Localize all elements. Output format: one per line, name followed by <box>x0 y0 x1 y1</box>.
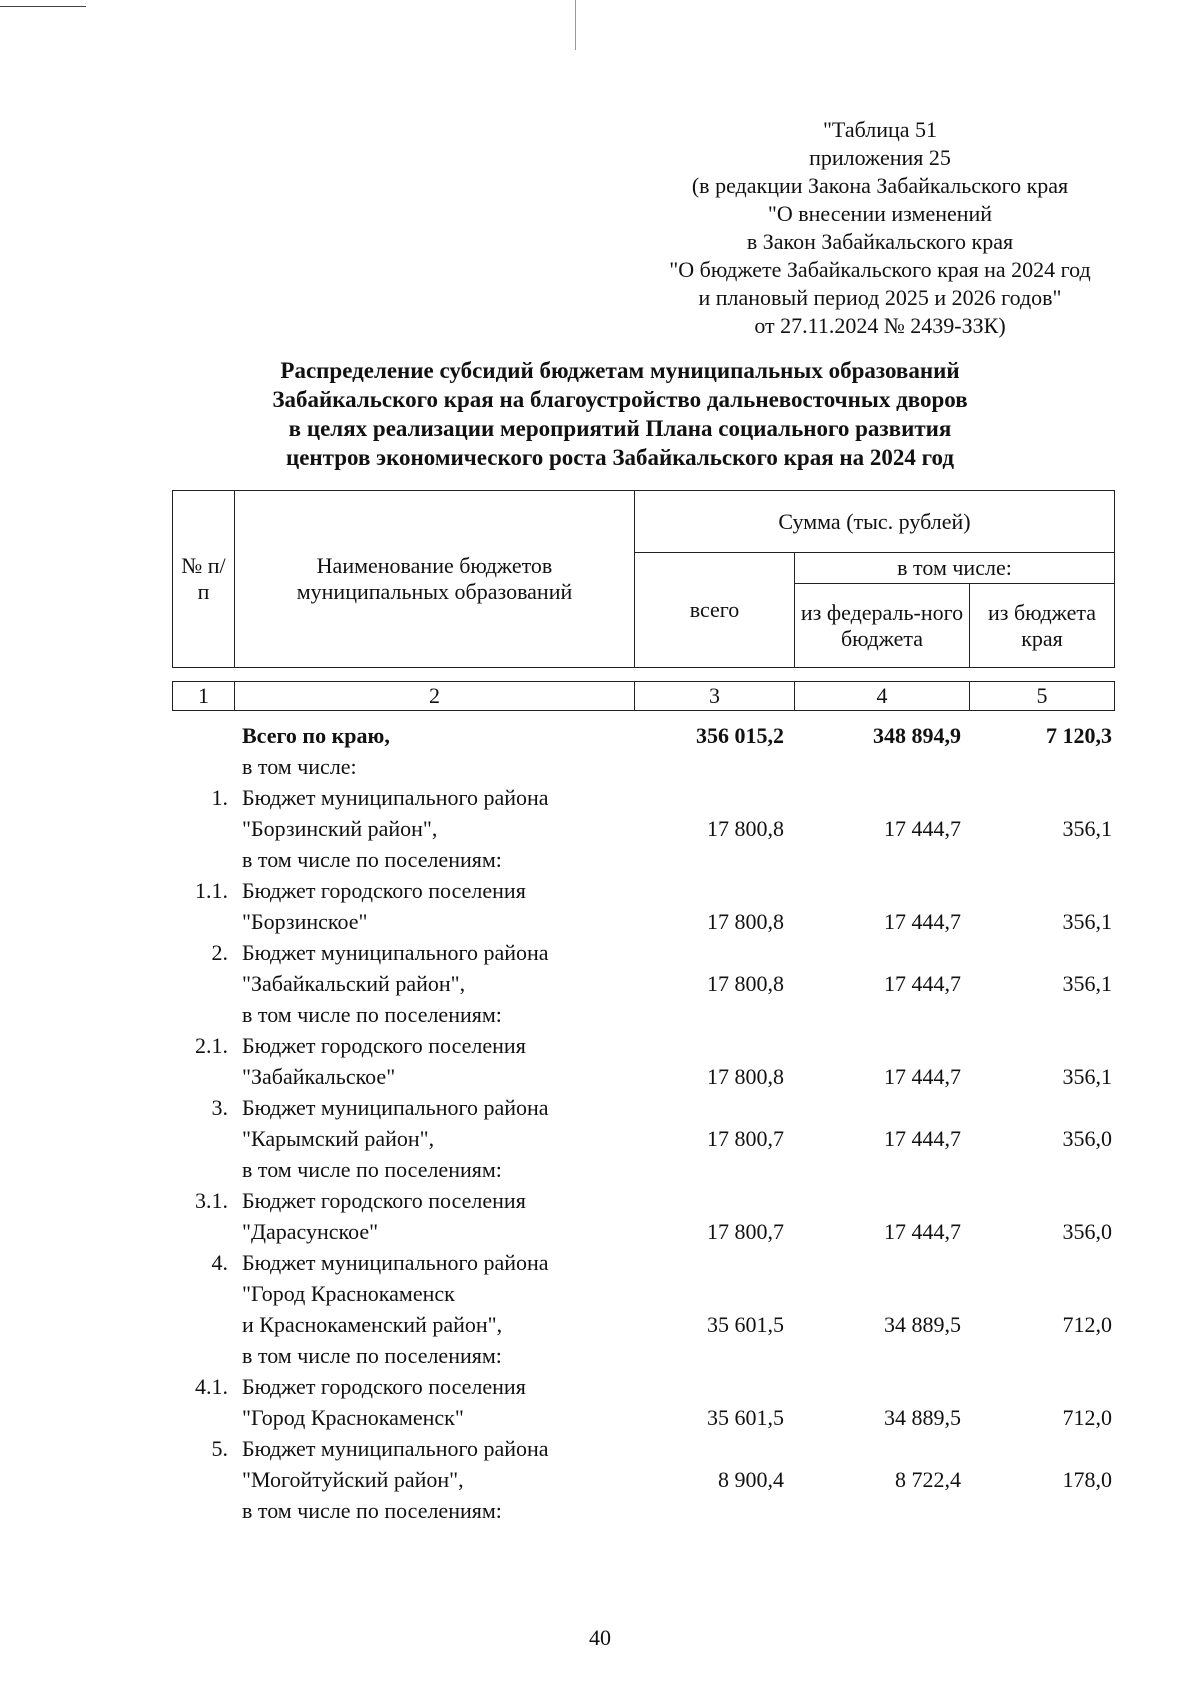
row-regional: 712,0 <box>1062 1312 1112 1337</box>
row-total: 17 800,8 <box>707 816 784 841</box>
total-row-label: Всего по краю, <box>242 723 390 748</box>
row-number <box>172 1154 234 1185</box>
total-note: в том числе: <box>242 754 357 779</box>
row-name <box>234 1371 614 1433</box>
row-regional: 178,0 <box>1062 1467 1112 1492</box>
row-name-line: в том числе по поселениям: <box>242 1002 502 1027</box>
row-number: 3. <box>211 1095 228 1120</box>
row-name-line: "Карымский район", <box>242 1126 435 1151</box>
title-line: Забайкальского края на благоустройство дальневосточных дворов <box>272 387 968 412</box>
row-name <box>234 1154 614 1185</box>
row-federal: 17 444,7 <box>884 971 961 996</box>
row-name <box>234 844 614 875</box>
header-num: № п/п <box>173 491 235 668</box>
row-name-line: в том числе по поселениям: <box>242 1343 502 1368</box>
row-number: 1. <box>211 785 228 810</box>
header-name: Наименование бюджетов муниципальных образований <box>235 491 635 668</box>
total-sum: 356 015,2 <box>696 723 784 748</box>
row-name-line: "Город Краснокаменск <box>242 1281 455 1306</box>
total-row <box>172 720 1114 751</box>
column-number: 3 <box>635 682 795 711</box>
row-number <box>172 1495 234 1526</box>
row-regional: 356,1 <box>1062 816 1112 841</box>
row-name-line: Бюджет муниципального района <box>242 1095 549 1120</box>
row-regional: 356,0 <box>1062 1126 1112 1151</box>
row-name-line: "Город Краснокаменск" <box>242 1405 464 1430</box>
row-number: 4. <box>211 1250 228 1275</box>
row-federal: 34 889,5 <box>884 1405 961 1430</box>
row-number: 4.1. <box>195 1374 228 1399</box>
row-name-line: Бюджет городского поселения <box>242 1374 526 1399</box>
row-number: 5. <box>211 1436 228 1461</box>
row-name <box>234 1340 614 1371</box>
total-federal: 348 894,9 <box>873 723 961 748</box>
row-number <box>172 844 234 875</box>
row-name-line: Бюджет городского поселения <box>242 1033 526 1058</box>
title-line: Распределение субсидий бюджетам муниципальных образований <box>280 358 960 383</box>
header-line: от 27.11.2024 № 2439-ЗЗК) <box>754 313 1006 338</box>
header-line: "Таблица 51 <box>822 117 938 142</box>
row-total: 8 900,4 <box>718 1467 784 1492</box>
row-number: 3.1. <box>195 1188 228 1213</box>
table-row <box>172 844 1114 875</box>
row-federal: 17 444,7 <box>884 1126 961 1151</box>
row-name-line: "Борзинское" <box>242 909 368 934</box>
row-name <box>234 937 614 999</box>
scan-artifact-line <box>0 6 86 7</box>
row-name-line: Бюджет муниципального района <box>242 1250 549 1275</box>
header-line: (в редакции Закона Забайкальского края <box>691 173 1069 198</box>
table-row <box>172 1092 1114 1154</box>
row-name-line: Бюджет городского поселения <box>242 878 526 903</box>
document-title <box>170 356 1070 472</box>
table-row <box>172 1433 1114 1495</box>
row-regional: 712,0 <box>1062 1405 1112 1430</box>
row-number <box>172 1340 234 1371</box>
row-name <box>234 1030 614 1092</box>
scan-artifact-line <box>575 0 576 50</box>
row-total: 17 800,8 <box>707 1064 784 1089</box>
table-body <box>172 720 1114 1526</box>
row-total: 17 800,8 <box>707 971 784 996</box>
row-name-line: в том числе по поселениям: <box>242 1157 502 1182</box>
header-line: приложения 25 <box>809 145 951 170</box>
header-total: всего <box>635 553 795 668</box>
row-name-line: и Краснокаменский район", <box>242 1312 503 1337</box>
row-name-line: "Забайкальский район", <box>242 971 466 996</box>
row-federal: 34 889,5 <box>884 1312 961 1337</box>
row-name-line: "Забайкальское" <box>242 1064 396 1089</box>
header-including: в том числе: <box>795 553 1115 584</box>
row-name <box>234 782 614 844</box>
row-name <box>234 1185 614 1247</box>
row-federal: 17 444,7 <box>884 1064 961 1089</box>
row-number <box>172 999 234 1030</box>
row-regional: 356,0 <box>1062 1219 1112 1244</box>
row-regional: 356,1 <box>1062 971 1112 996</box>
column-number: 5 <box>970 682 1115 711</box>
row-federal: 17 444,7 <box>884 1219 961 1244</box>
row-name <box>234 999 614 1030</box>
header-line: и плановый период 2025 и 2026 годов" <box>698 285 1062 310</box>
table-row <box>172 1495 1114 1526</box>
row-name-line: Бюджет городского поселения <box>242 1188 526 1213</box>
header-regional: из бюджета края <box>970 584 1115 668</box>
row-name <box>234 1247 614 1340</box>
row-federal: 17 444,7 <box>884 816 961 841</box>
header-line: в Закон Забайкальского края <box>746 229 1014 254</box>
header-line: "О внесении изменений <box>767 201 993 226</box>
row-name-line: "Могойтуйский район", <box>242 1467 464 1492</box>
row-federal: 8 722,4 <box>895 1467 961 1492</box>
row-number: 2.1. <box>195 1033 228 1058</box>
total-regional: 7 120,3 <box>1046 723 1112 748</box>
row-name-line: в том числе по поселениям: <box>242 847 502 872</box>
row-name-line: "Борзинский район", <box>242 816 438 841</box>
row-name-line: Бюджет муниципального района <box>242 785 549 810</box>
table-row <box>172 999 1114 1030</box>
row-name-line: Бюджет муниципального района <box>242 940 549 965</box>
title-line: центров экономического роста Забайкальского края на 2024 год <box>285 445 955 470</box>
row-federal: 17 444,7 <box>884 909 961 934</box>
row-regional: 356,1 <box>1062 909 1112 934</box>
column-number: 2 <box>235 682 635 711</box>
row-number: 1.1. <box>195 878 228 903</box>
table-row <box>172 1247 1114 1340</box>
row-name <box>234 1433 614 1495</box>
row-name-line: Бюджет муниципального района <box>242 1436 549 1461</box>
table-row <box>172 782 1114 844</box>
header-line: "О бюджете Забайкальского края на 2024 год <box>669 257 1091 282</box>
row-total: 17 800,7 <box>707 1219 784 1244</box>
column-numbers-row <box>172 681 1115 711</box>
table-row <box>172 1340 1114 1371</box>
table-row <box>172 1371 1114 1433</box>
header-federal: из федераль-ного бюджета <box>795 584 970 668</box>
table-row <box>172 937 1114 999</box>
table-row <box>172 1154 1114 1185</box>
row-name <box>234 1495 614 1526</box>
row-name-line: в том числе по поселениям: <box>242 1498 502 1523</box>
table-row <box>172 875 1114 937</box>
row-regional: 356,1 <box>1062 1064 1112 1089</box>
row-name <box>234 875 614 937</box>
table-header <box>172 490 1115 668</box>
title-line: в целях реализации мероприятий Плана социального развития <box>288 416 952 441</box>
column-number: 1 <box>173 682 235 711</box>
total-note-row <box>172 751 1114 782</box>
table-reference-header <box>630 116 1130 340</box>
column-number: 4 <box>795 682 970 711</box>
table-row <box>172 1030 1114 1092</box>
row-total: 17 800,7 <box>707 1126 784 1151</box>
row-total: 17 800,8 <box>707 909 784 934</box>
row-number: 2. <box>211 940 228 965</box>
row-total: 35 601,5 <box>707 1405 784 1430</box>
row-total: 35 601,5 <box>707 1312 784 1337</box>
row-name-line: "Дарасунское" <box>242 1219 379 1244</box>
page-number: 40 <box>589 1625 611 1650</box>
header-sum: Сумма (тыс. рублей) <box>635 491 1115 553</box>
table-row <box>172 1185 1114 1247</box>
row-name <box>234 1092 614 1154</box>
